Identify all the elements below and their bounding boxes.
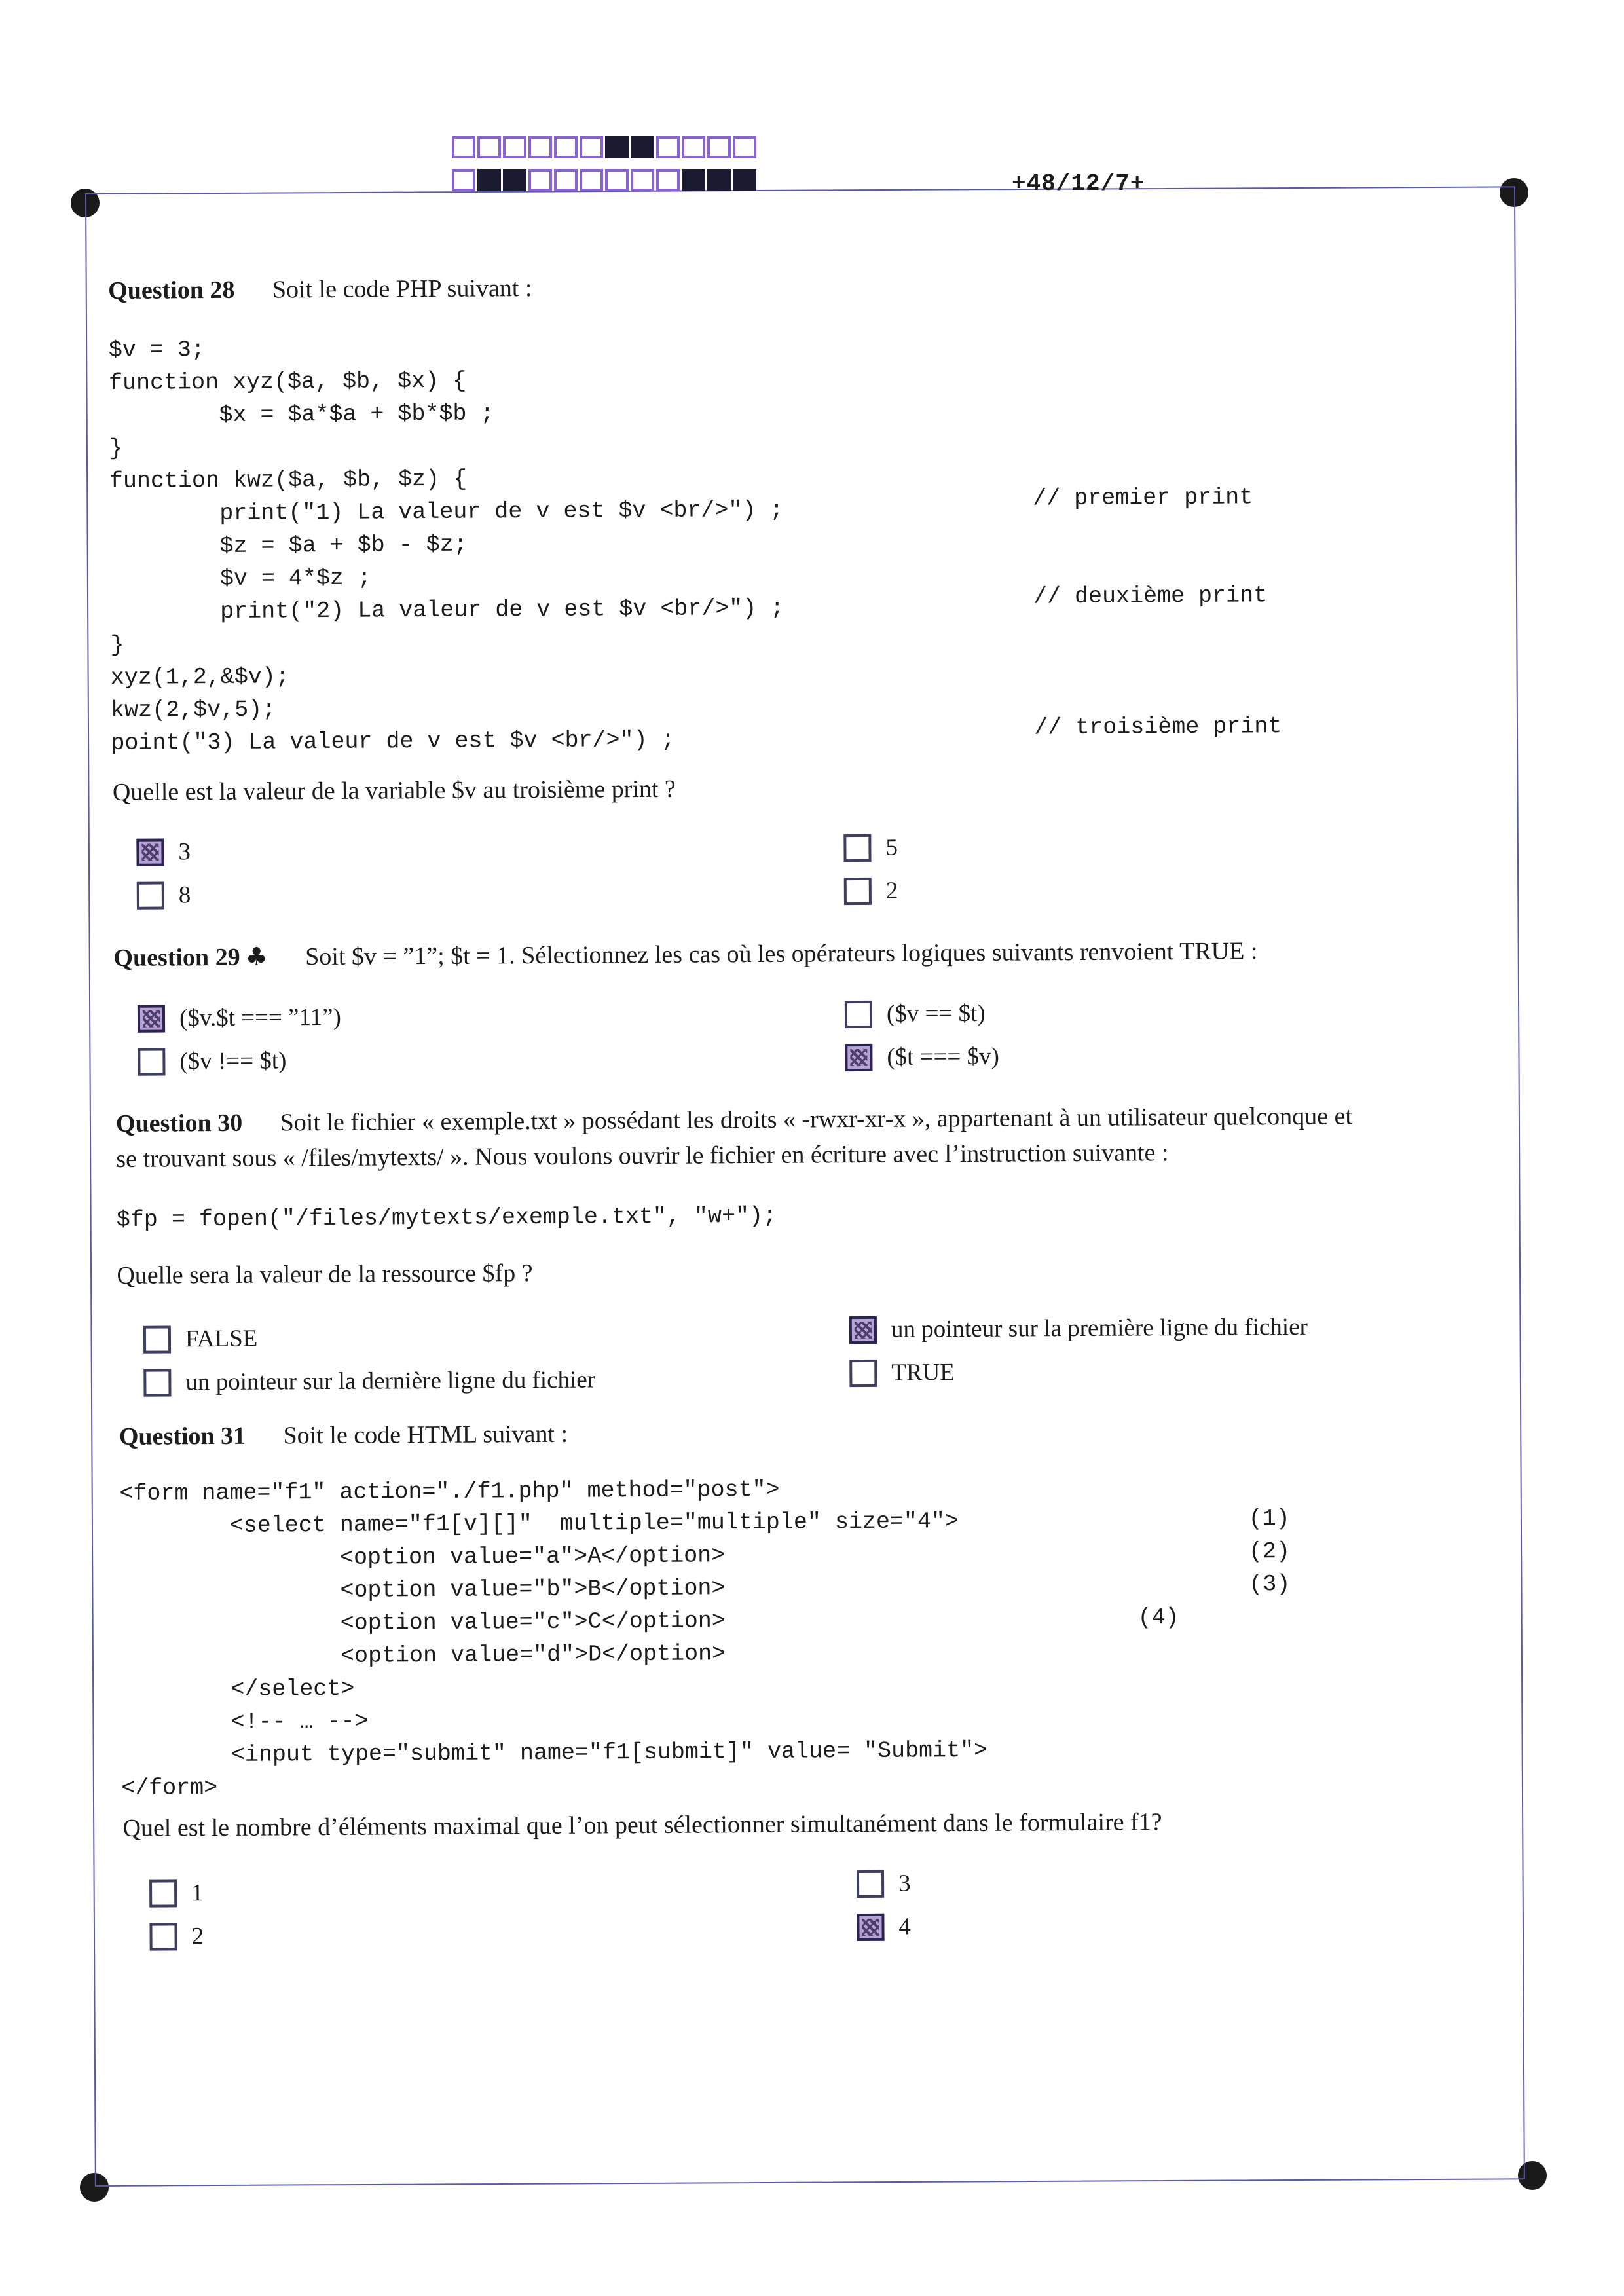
barcode-cell [656, 136, 680, 158]
answer-checkbox[interactable] [136, 838, 164, 866]
barcode-row-2 [452, 169, 758, 191]
answer-label: ($t === $v) [887, 1043, 1000, 1071]
answer-option[interactable] [137, 881, 191, 910]
answer-option[interactable] [857, 1913, 911, 1942]
barcode-cell [528, 136, 552, 158]
answer-option[interactable] [843, 834, 898, 862]
barcode-cell [733, 136, 756, 158]
answer-label: 3 [178, 838, 191, 866]
answer-option[interactable] [149, 1879, 204, 1908]
answer-option[interactable] [849, 1313, 1308, 1344]
code-comment: // premier print [1033, 484, 1253, 512]
answer-checkbox[interactable] [843, 834, 871, 861]
answer-option[interactable] [143, 1365, 595, 1396]
barcode-cell [631, 169, 654, 191]
answer-option[interactable] [138, 1003, 341, 1033]
answer-option[interactable] [136, 838, 191, 866]
code-marker: (2) [1248, 1538, 1291, 1565]
answer-label: 2 [885, 877, 898, 904]
answer-label: FALSE [185, 1325, 258, 1353]
code-comment: // deuxième print [1033, 582, 1268, 610]
answer-checkbox[interactable] [143, 1369, 171, 1396]
barcode-cell [733, 169, 756, 191]
answer-label: 2 [191, 1923, 204, 1950]
question-prompt: Quel est le nombre d’éléments maximal que l’on peut sélectionner simultanément dans le formulaire f1? [122, 1808, 1162, 1842]
code-marker: (1) [1248, 1506, 1290, 1532]
answer-label: 4 [898, 1913, 912, 1940]
club-icon: ♣ [245, 942, 268, 971]
code-comment: // troisième print [1034, 713, 1282, 741]
question-text: Soit $v = ”1”; $t = 1. Sélectionnez les cas où les opérateurs logiques suivants renvoient TRUE : [305, 937, 1258, 971]
question-label: Question 29 ♣ [113, 942, 268, 972]
barcode-cell [707, 136, 731, 158]
question-31-header [119, 1420, 568, 1451]
answer-label: ($v == $t) [886, 999, 986, 1028]
answer-checkbox[interactable] [149, 1879, 177, 1907]
answer-option[interactable] [845, 1043, 999, 1071]
answer-label: un pointeur sur la dernière ligne du fichier [185, 1366, 596, 1396]
answer-checkbox[interactable] [849, 1359, 877, 1386]
question-text: Soit le fichier « exemple.txt » possédant les droits « -rwxr-xr-x », appartenant à un utilisateur quelconque et [280, 1102, 1353, 1137]
answer-option[interactable] [138, 1046, 286, 1075]
barcode-cell [554, 169, 578, 191]
answer-checkbox[interactable] [137, 881, 164, 909]
answer-option[interactable] [849, 1358, 955, 1387]
barcode-cell [528, 169, 552, 191]
barcode-cell [477, 136, 501, 158]
barcode-cell [707, 169, 731, 191]
question-text: Soit le code HTML suivant : [283, 1420, 568, 1450]
barcode-cell [503, 169, 526, 191]
answer-label: 5 [885, 834, 898, 861]
question-label: Question 28 [108, 276, 235, 305]
question-label: Question 31 [119, 1422, 246, 1451]
code-marker: (3) [1249, 1571, 1291, 1598]
answer-label: ($v !== $t) [179, 1047, 287, 1075]
answer-checkbox[interactable] [138, 1048, 165, 1075]
answer-label: ($v.$t === ”11”) [179, 1003, 341, 1032]
barcode-cell [477, 169, 501, 191]
question-text: Soit le code PHP suivant : [272, 274, 532, 304]
barcode-cell [631, 136, 654, 158]
answer-label: 3 [898, 1870, 911, 1897]
question-label: Question 30 [115, 1109, 243, 1138]
barcode-cell [682, 169, 705, 191]
barcode-cell [452, 136, 475, 158]
barcode-row-1 [452, 136, 758, 158]
answer-option[interactable] [143, 1325, 258, 1354]
answer-label: 8 [178, 881, 191, 909]
code-marker: (4) [1137, 1604, 1179, 1631]
question-prompt: Quelle est la valeur de la variable $v au troisième print ? [112, 775, 676, 806]
barcode-cell [656, 169, 680, 191]
question-prompt: Quelle sera la valeur de la ressource $fp ? [117, 1259, 533, 1289]
barcode-cell [554, 136, 578, 158]
question-text-continued: se trouvant sous « /files/mytexts/ ». Nous voulons ouvrir le fichier en écriture avec l’instruction suivante : [116, 1139, 1169, 1173]
answer-checkbox[interactable] [857, 1870, 884, 1897]
answer-option[interactable] [844, 877, 898, 906]
answer-checkbox[interactable] [857, 1913, 884, 1940]
page-id: +48/12/7+ [1012, 170, 1145, 197]
barcode-cell [682, 136, 705, 158]
answer-checkbox[interactable] [845, 1000, 872, 1028]
barcode-cell [503, 136, 526, 158]
barcode-cell [605, 136, 629, 158]
answer-checkbox[interactable] [844, 877, 872, 904]
barcode-cell [580, 136, 603, 158]
answer-label: 1 [191, 1879, 204, 1907]
answer-checkbox[interactable] [849, 1316, 877, 1343]
answer-checkbox[interactable] [845, 1043, 872, 1071]
html-code-block: <form name="f1" action="./f1.php" method="post"> <select name="f1[v][]" multiple="multiple" size="4"> <option value="a">A</option> <option value="b">B</option> <option value="c">C</option> <option value="d">D</option> </select> <!-- … --> <input type="submit" name="f1[submit]" value= "Submit"> </form> [119, 1476, 988, 1802]
answer-checkbox[interactable] [143, 1325, 171, 1353]
barcode-cell [580, 169, 603, 191]
answer-label: un pointeur sur la première ligne du fichier [891, 1313, 1308, 1343]
barcode-cell [605, 169, 629, 191]
question-28-header [108, 274, 532, 305]
answer-checkbox[interactable] [138, 1005, 165, 1032]
answer-checkbox[interactable] [149, 1923, 177, 1950]
answer-option[interactable] [845, 999, 986, 1028]
answer-option[interactable] [149, 1922, 204, 1951]
answer-label: TRUE [891, 1359, 955, 1386]
php-code-block: $v = 3; function xyz($a, $b, $x) { $x = $a*$a + $b*$b ; } function kwz($a, $b, $z) { print("1) La valeur de v est $v <br/>") ; $z = $a + $b - $z; $v = 4*$z ; print("2) La valeur de v est $v <br/>") ; } xyz(1,2,&$v); kwz(2,$v,5); point("3) La valeur de v est $v <br/>") ; [108, 337, 784, 756]
php-code-line: $fp = fopen("/files/mytexts/exemple.txt", "w+"); [116, 1202, 777, 1233]
answer-option[interactable] [857, 1870, 911, 1898]
barcode-cell [452, 169, 475, 191]
